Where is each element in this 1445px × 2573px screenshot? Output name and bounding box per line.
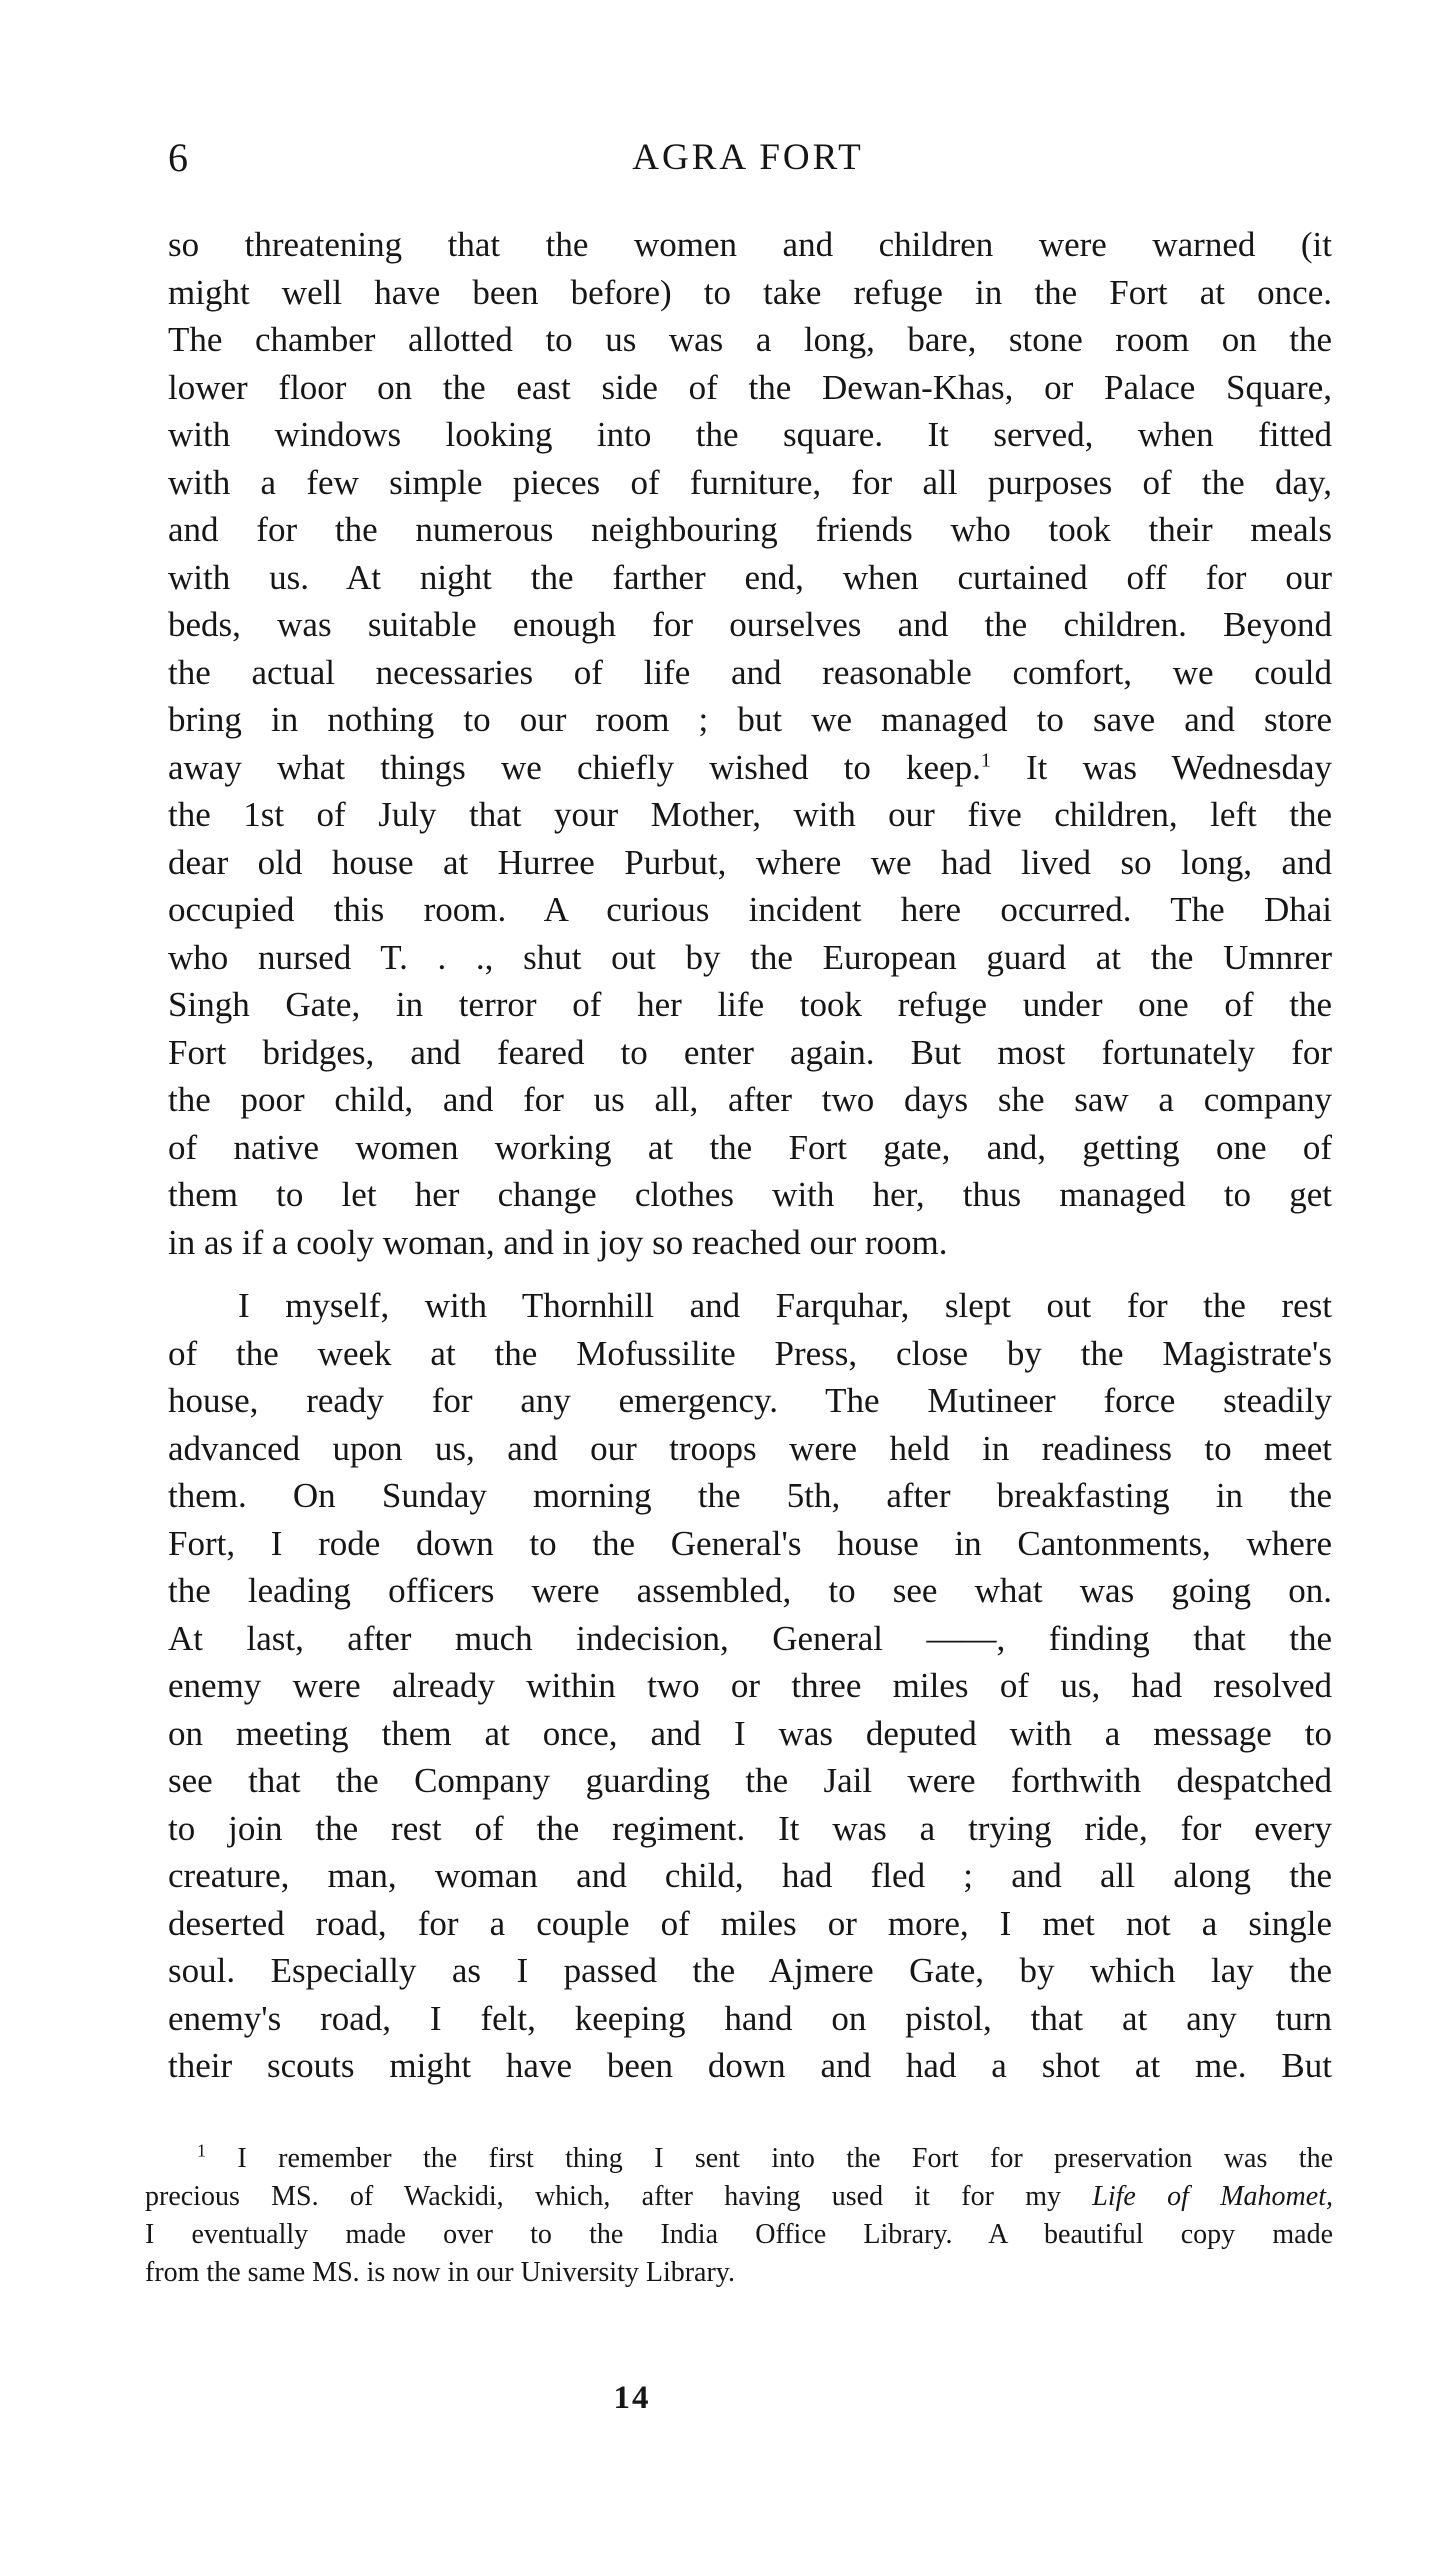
text-line: soul. Especially as I passed the Ajmere Gate, by which lay the [168,1951,1332,1990]
footnote-line [145,2178,1333,2216]
body-paragraph-1 [168,221,1332,1266]
text-line: occupied this room. A curious incident here occurred. The Dhai [168,890,1332,929]
text-line: bring in nothing to our room ; but we managed to save and store [168,700,1332,739]
text-line: At last, after much indecision, General ——, finding that the [168,1618,1332,1658]
footnote-line: from the same MS. is now in our University Library. [145,2257,735,2288]
text-line: their scouts might have been down and had a shot at me. But [168,2046,1332,2085]
body-paragraph-2 [168,1282,1332,2090]
text-line: the actual necessaries of life and reasonable comfort, we could [168,652,1332,692]
text-line: of native women working at the Fort gate, and, getting one of [168,1127,1332,1167]
text-line: dear old house at Hurree Purbut, where we had lived so long, and [168,842,1332,882]
text-line-with-footnote [168,744,1332,792]
text-line: and for the numerous neighbouring friends who took their meals [168,510,1332,549]
text-line: of the week at the Mofussilite Press, close by the Magistrate's [168,1333,1332,1373]
footnote-line: I eventually made over to the India Office Library. A beautiful copy made [145,2219,1333,2250]
text-line: might well have been before) to take refuge in the Fort at once. [168,272,1332,312]
text-line: lower floor on the east side of the Dewan-Khas, or Palace Square, [168,367,1332,407]
text-line: house, ready for any emergency. The Mutineer force steadily [168,1381,1332,1420]
text-line: the poor child, and for us all, after two days she saw a company [168,1080,1332,1119]
book-title: Life of Mahomet, [1092,2181,1333,2212]
text-line: on meeting them at once, and I was deputed with a message to [168,1713,1332,1753]
footnote-text: precious MS. of Wackidi, which, after having used it for my [145,2181,1093,2212]
text-line: Fort bridges, and feared to enter again. But most fortunately for [168,1032,1332,1072]
text-line: so threatening that the women and children were warned (it [168,225,1332,264]
text-line: advanced upon us, and our troops were held in readiness to meet [168,1428,1332,1468]
text-line: with windows looking into the square. It served, when fitted [168,415,1332,454]
text-line: creature, man, woman and child, had fled ; and all along the [168,1856,1332,1895]
text-line: the leading officers were assembled, to see what was going on. [168,1571,1332,1610]
text-line: beds, was suitable enough for ourselves and the children. Beyond [168,605,1332,644]
text-line: in as if a cooly woman, and in joy so reached our room. [168,1222,948,1262]
running-title: AGRA FORT [632,137,864,178]
text-segment: away what things we chiefly wished to keep. [168,747,981,787]
text-line: see that the Company guarding the Jail were forthwith despatched [168,1761,1332,1800]
text-line: with us. At night the farther end, when curtained off for our [168,557,1332,597]
page-header [168,128,1328,188]
text-line: with a few simple pieces of furniture, for all purposes of the day, [168,462,1332,502]
signature-mark: 14 [613,2380,651,2416]
text-line: The chamber allotted to us was a long, bare, stone room on the [168,320,1332,359]
footnote-line [145,2140,1333,2178]
footnote-number: 1 [197,2140,206,2161]
footnote [145,2140,1333,2292]
text-line: I myself, with Thornhill and Farquhar, slept out for the rest [238,1286,1332,1325]
text-segment: It was Wednesday [990,747,1332,787]
text-line: them. On Sunday morning the 5th, after breakfasting in the [168,1476,1332,1515]
page-number: 6 [168,135,188,180]
footnote-marker[interactable]: 1 [980,748,991,771]
text-line: who nursed T. . ., shut out by the European guard at the Umnrer [168,937,1332,977]
text-line: deserted road, for a couple of miles or more, I met not a single [168,1903,1332,1943]
text-line: to join the rest of the regiment. It was a trying ride, for every [168,1808,1332,1848]
text-line: Singh Gate, in terror of her life took refuge under one of the [168,985,1332,1024]
text-line: the 1st of July that your Mother, with our five children, left the [168,795,1332,834]
text-line: enemy were already within two or three miles of us, had resolved [168,1666,1332,1705]
text-line: enemy's road, I felt, keeping hand on pistol, that at any turn [168,1998,1332,2038]
text-line: them to let her change clothes with her, thus managed to get [168,1175,1332,1214]
footnote-text: I remember the first thing I sent into the Fort for preservation was the [206,2143,1333,2174]
text-line: Fort, I rode down to the General's house in Cantonments, where [168,1523,1332,1563]
